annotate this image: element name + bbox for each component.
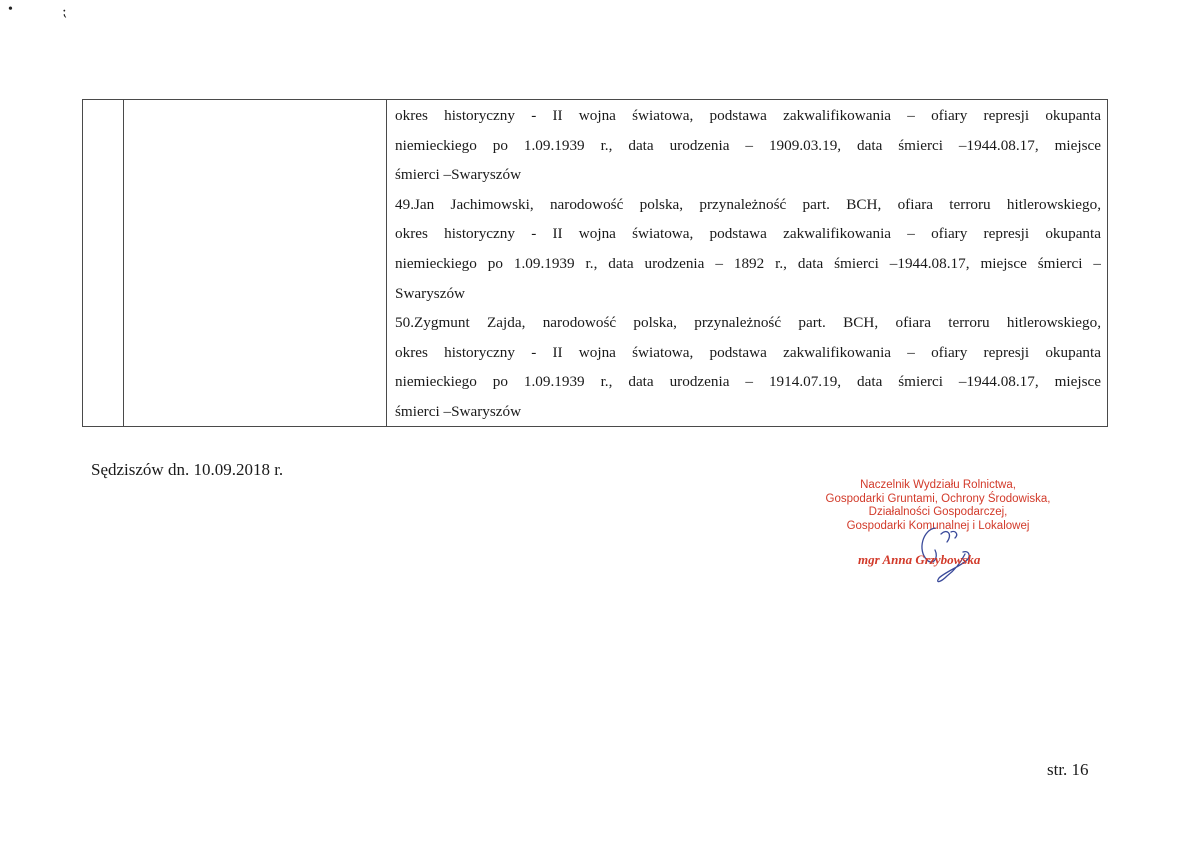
table-text-line: niemieckiego po 1.09.1939 r., data urodzenia – 1914.07.19, data śmierci –1944.08.17, miejsce: [395, 373, 1101, 391]
table-text-line: okres historyczny - II wojna światowa, podstawa zakwalifikowania – ofiary represji okupanta: [395, 225, 1101, 243]
stamp-official-name: mgr Anna Grzybowska: [858, 552, 981, 567]
place-and-date: Sędziszów dn. 10.09.2018 r.: [91, 460, 284, 479]
table-text-line: niemieckiego po 1.09.1939 r., data urodzenia – 1892 r., data śmierci –1944.08.17, miejsce śmierci –: [395, 254, 1101, 272]
table-column-name: [124, 100, 387, 426]
table-text-line: okres historyczny - II wojna światowa, podstawa zakwalifikowania – ofiary represji okupanta: [395, 107, 1101, 124]
page-number: str. 16: [1047, 760, 1089, 779]
table-column-number: [83, 100, 124, 426]
scan-artifact: •: [8, 2, 13, 17]
table-text-line: okres historyczny - II wojna światowa, podstawa zakwalifikowania – ofiary represji okupanta: [395, 343, 1101, 361]
table-text-line: 49.Jan Jachimowski, narodowość polska, przynależność part. BCH, ofiara terroru hitlerowskiego,: [395, 195, 1101, 213]
table-text-line: Swaryszów: [395, 284, 466, 302]
stamp-line: Działalności Gospodarczej,: [868, 506, 1008, 518]
table-text-line: śmierci –Swaryszów: [395, 402, 522, 420]
scan-artifact: ⁏: [62, 5, 67, 20]
stamp-line: Gospodarki Komunalnej i Lokalowej: [846, 519, 1030, 532]
victims-table: [82, 99, 1108, 427]
stamp-line: Gospodarki Gruntami, Ochrony Środowiska,: [825, 492, 1051, 505]
stamp-line: Naczelnik Wydziału Rolnictwa,: [860, 479, 1016, 491]
table-column-description: [387, 100, 1107, 426]
table-text-line: śmierci –Swaryszów: [395, 166, 522, 184]
table-text-line: niemieckiego po 1.09.1939 r., data urodzenia – 1909.03.19, data śmierci –1944.08.17, miejsce: [395, 136, 1101, 154]
table-text-line: 50.Zygmunt Zajda, narodowość polska, przynależność part. BCH, ofiara terroru hitlerowskiego,: [395, 314, 1101, 332]
